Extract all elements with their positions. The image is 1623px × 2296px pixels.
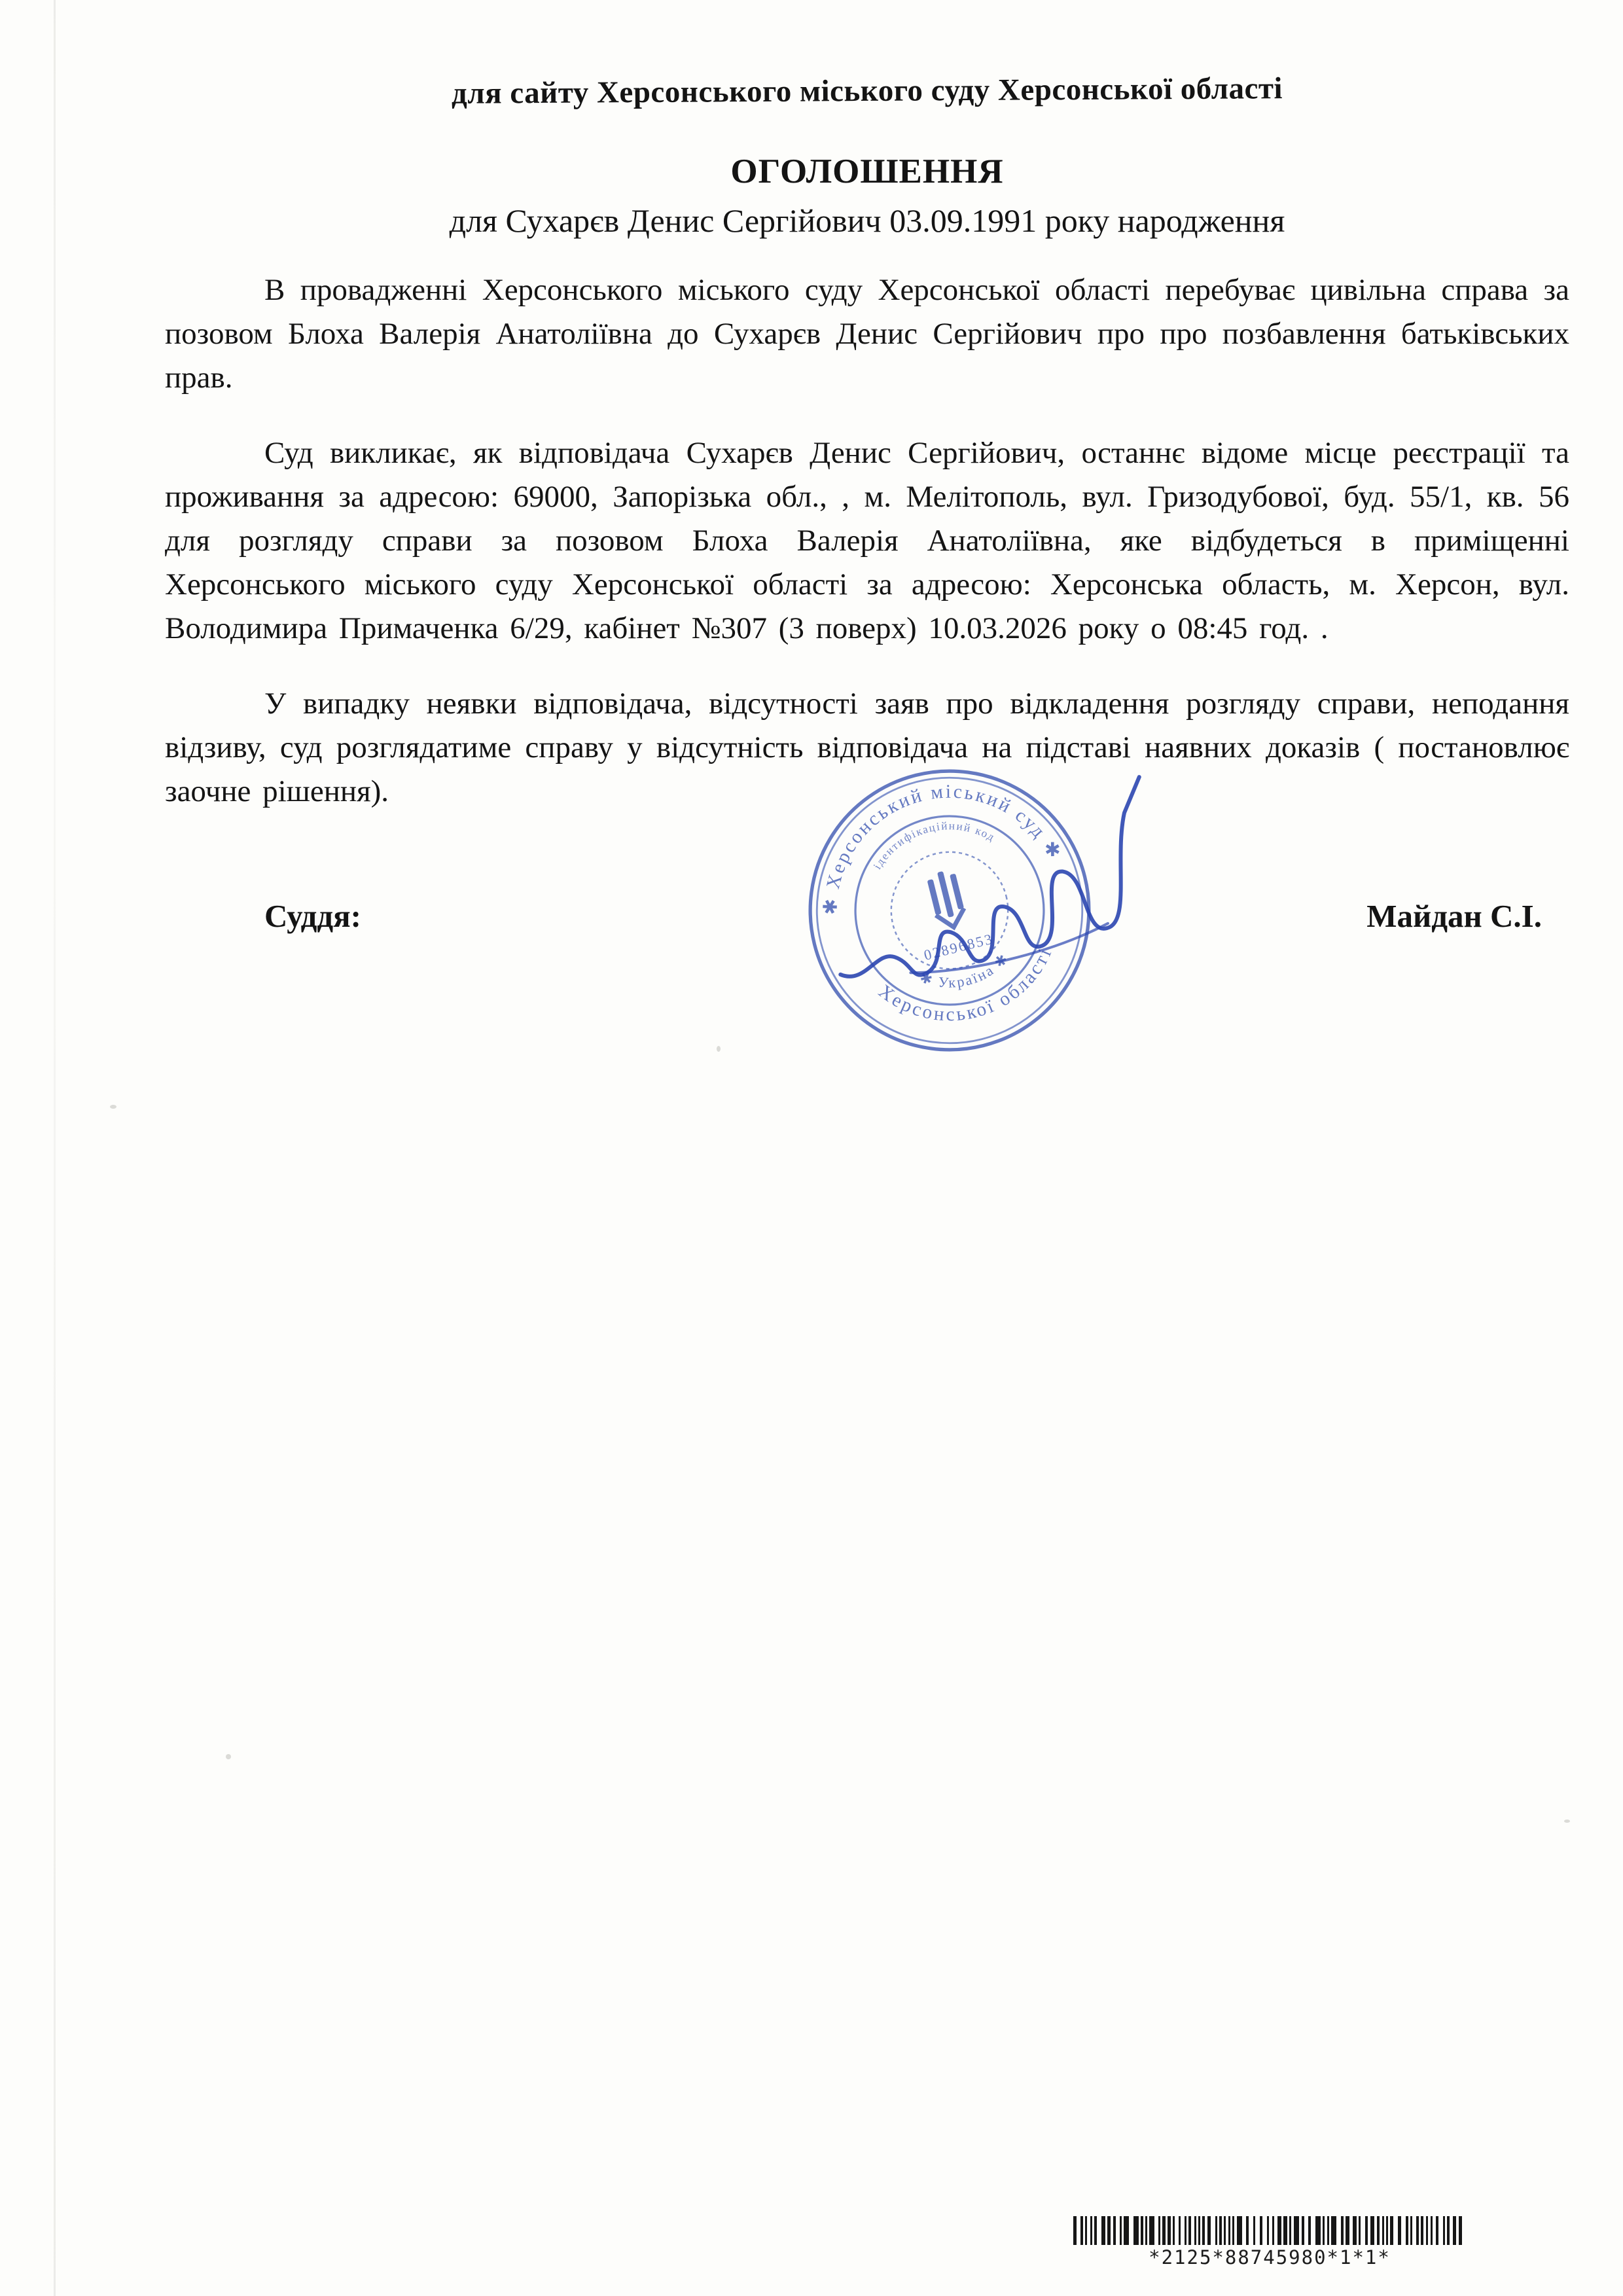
judge-label: Суддя: xyxy=(264,898,361,935)
document-subtitle: для Сухарєв Денис Сергійович 03.09.1991 року народження xyxy=(449,202,1285,239)
scan-artifact-speck xyxy=(717,1046,721,1052)
seal-ring-top-text: ✱ Херсонський міський суд ✱ xyxy=(820,781,1066,916)
seal-ring-bottom-text: Херсонської області xyxy=(874,943,1057,1026)
scan-artifact-speck xyxy=(1564,1820,1570,1823)
seal-code: 02896853 xyxy=(922,930,995,963)
paragraph-warning: У випадку неявки відповідача, відсутності заяв про відкладення розгляду справи, неподання відзиву, суд розглядатиме справу у відсутність відповідача на підставі наявних доказів ( постановлює заочне рішення). xyxy=(165,686,1569,809)
seal-inner-top-text: ідентифікаційний код xyxy=(870,819,998,872)
barcode-bars xyxy=(1008,2216,1531,2245)
barcode xyxy=(1008,2216,1531,2269)
judge-name: Майдан С.І. xyxy=(1366,898,1542,935)
paragraph-case-info: В провадженні Херсонського міського суду Херсонської області перебуває цивільна справа за позовом Блоха Валерія Анатоліївна до Сухарєв Денис Сергійович про про позбавлення батьківських прав. xyxy=(165,273,1569,395)
seal-inner-bottom-text: ✱ Україна ✱ xyxy=(918,949,1012,991)
scan-artifact-edge-line xyxy=(54,0,56,2296)
document-title: ОГОЛОШЕННЯ xyxy=(730,152,1004,190)
scan-artifact-speck xyxy=(110,1105,116,1109)
document-header: для сайту Херсонського міського суду Херсонської області xyxy=(451,71,1283,111)
scan-artifact-speck xyxy=(226,1754,231,1759)
barcode-text: *2125*88745980*1*1* xyxy=(1149,2246,1391,2269)
paragraph-summons: Суд викликає, як відповідача Сухарєв Денис Сергійович, останнє відоме місце реєстрації та проживання за адресою: 69000, Запорізька обл., , м. Мелітополь, вул. Гризодубової, буд. 55/1, кв. 56 для розгляду справи за позовом Блоха Валерія Анатоліївна, яке відбудеться в приміщенні Херсонського міського суду Херсонської області за адресою: Херсонська область, м. Херсон, вул. Володимира Примаченка 6/29, кабінет №307 (3 поверх) 10.03.2026 року о 08:45 год. . xyxy=(165,435,1569,646)
